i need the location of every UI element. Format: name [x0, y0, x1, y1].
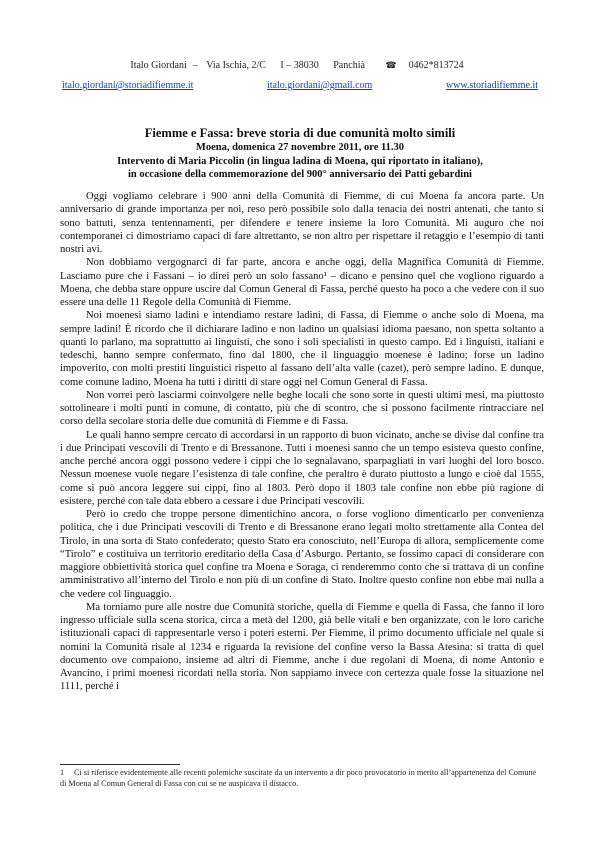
- speaker-line: Intervento di Maria Piccolin (in lingua ladina di Moena, qui riportato in italiano),: [117, 155, 483, 167]
- author-town: Panchià: [333, 60, 365, 71]
- email-link-storiadifiemme[interactable]: italo.giordani@storiadifiemme.it: [62, 80, 194, 91]
- phone-group: [379, 60, 469, 71]
- paragraph: Oggi vogliamo celebrare i 900 anni della Comunità di Fiemme, di cui Moena fa ancora parte. Un anniversario di grande importanza per noi, reso però possibile solo dalla tenacia dei nostri antenati, che tanto si sono battuti, senza tentennamenti, per difendere e tenere insieme la loro Comunità. Mi auguro che noi contemporanei ci dimostriamo capaci di fare altrettanto, se non altro per rispettare il retaggio e l’esempio di tanti nostri avi.: [60, 191, 544, 255]
- document-title: Fiemme e Fassa: breve storia di due comunità molto simili: [144, 126, 456, 140]
- paragraph: Non dobbiamo vergognarci di far parte, ancora e anche oggi, della Magnifica Comunità di Fiemme. Lasciamo pure che i Fassani – io direi però un solo fassano¹ – dicano e pensino quel che vogliono riguardo a Moena, che debba stare oppure uscire dal Comun General di Fassa, perché questo ha poco a che vedere con il suo essere una delle 11 Regole della Comunità di Fiemme.: [60, 257, 544, 308]
- footnote-number: 1: [60, 768, 65, 777]
- paragraph: Le quali hanno sempre cercato di accordarsi in un rapporto di buon vicinato, anche se divise dal confine tra i due Principati vescovili di Trento e di Bressanone. Tutti i moenesi sanno che un tempo esisteva questo confine, anche perché ancora oggi possono vedere i cippi che lo segnalavano, sparpagliati in vari luoghi del loro bosco. Nessun moenese vuole negare l’esistenza di tale confine, che peraltro è durato piuttosto a lungo e cioè dal 1555, come si può ancora leggere sui cippi, fino al 1803. Però dopo il 1803 tale confine non ebbe più ragione di esistere, perché con tale data ebbero a cessare i due Principati vescovili.: [60, 429, 544, 507]
- telephone-icon: ☎: [385, 60, 397, 70]
- footnote: [60, 768, 544, 789]
- email-link-gmail[interactable]: italo.giordani@gmail.com: [266, 80, 373, 91]
- place-date: Moena, domenica 27 novembre 2011, ore 11.30: [195, 142, 405, 153]
- author-phone: 0462*813724: [408, 60, 464, 71]
- contact-links: [62, 80, 538, 91]
- footnote-divider: [60, 764, 180, 765]
- paragraph: Però io credo che troppe persone dimentichino ancora, o forse vogliono dimenticarlo per convenienza politica, che i due Principati vescovili di Trento e di Bressanone erano legati molto strettamente alla Contea del Tirolo, in una sorta di Stato confederato; questo Stato era conosciuto, nell’Europa di allora, semplicemente come “Tirolo” e costituiva un territorio ereditario della Casa d’Asburgo. Pertanto, se fossimo capaci di considerare con maggiore obbiettività storica quel confine tra Moena e Soraga, ci renderemmo conto che si trattava di un confine amministrativo all’interno del Tirolo e non più di un confine di Stato. Inoltre questo confine non ebbe mai nulla a che vedere col linguaggio.: [60, 509, 544, 600]
- document-body: [60, 190, 544, 694]
- paragraph: Ma torniamo pure alle nostre due Comunità storiche, quella di Fiemme e quella di Fassa, che fanno il loro ingresso ufficiale sulla scena storica, circa a metà del 1200, già belle vitali e ben organizzate, con le loro cariche istituzionali capaci di rappresentarle verso i poteri esterni. Per Fiemme, il primo documento ufficiale nel quale si nomini la Comunità risale al 1234 e riguarda la revisione del confine verso la Bassa Atesina: si tratta di quel documento ove compaiono, insieme ad altri di Fiemme, anche i due regolani di Moena, di nome Antonio e Avancino, i primi moenesi ricordati nella storia. Non sappiamo invece con certezza quale fosse la situazione nel 1111, perché i: [60, 601, 544, 693]
- paragraph: Noi moenesi siamo ladini e intendiamo restare ladini, di Fassa, di Fiemme o anche solo di Moena, ma sempre ladini! È ricordo che il dichiarare ladino e non ladino un qualsiasi idioma paesano, non spetta soltanto a quanti lo parlano, ma soprattutto ai linguisti, che sono i soli specialisti in questo campo. Ed i linguisti, italiani e tedeschi, hanno sempre confermato, fino dal 1800, che il linguaggio moenese è ladino; forse un ladino impoverito, con molti prestiti linguistici rispetto al fassano dell’alta valle (cazet), però sempre ladino. E dunque, come comune ladino, Moena ha tutti i diritti di stare oggi nel Comun General di Fassa.: [60, 310, 544, 388]
- website-link[interactable]: www.storiadifiemme.it: [445, 80, 538, 91]
- footnote-text: Ci si riferisce evidentemente alle recenti polemiche suscitate da un intervento a dir poco provocatorio in merito all’appartenenza del Comune di Moena al Comun General di Fassa con cui se ne auspicava il distacco.: [60, 768, 537, 788]
- author-address: Via Ischia, 2/C: [206, 60, 266, 71]
- document-titles: [40, 126, 560, 182]
- paragraph: Non vorrei però lasciarmi coinvolgere nelle beghe locali che sono sorte in questi ultimi mesi, ma piuttosto sottolineare i molti punti in comune, di contatto, più che di scontro, che si possono facilmente rintracciare nel corso della secolare storia delle due comunità di Fiemme e di Fassa.: [60, 389, 544, 428]
- letterhead: Italo Giordani – Via Ischia, 2/C I – 38030 Panchià ☎ 0462*813724: [0, 60, 600, 71]
- author-postal: I – 38030: [280, 60, 319, 71]
- author-name: Italo Giordani: [130, 60, 187, 71]
- occasion-line: in occasione della commemorazione del 900° anniversario dei Patti gebardini: [128, 169, 472, 180]
